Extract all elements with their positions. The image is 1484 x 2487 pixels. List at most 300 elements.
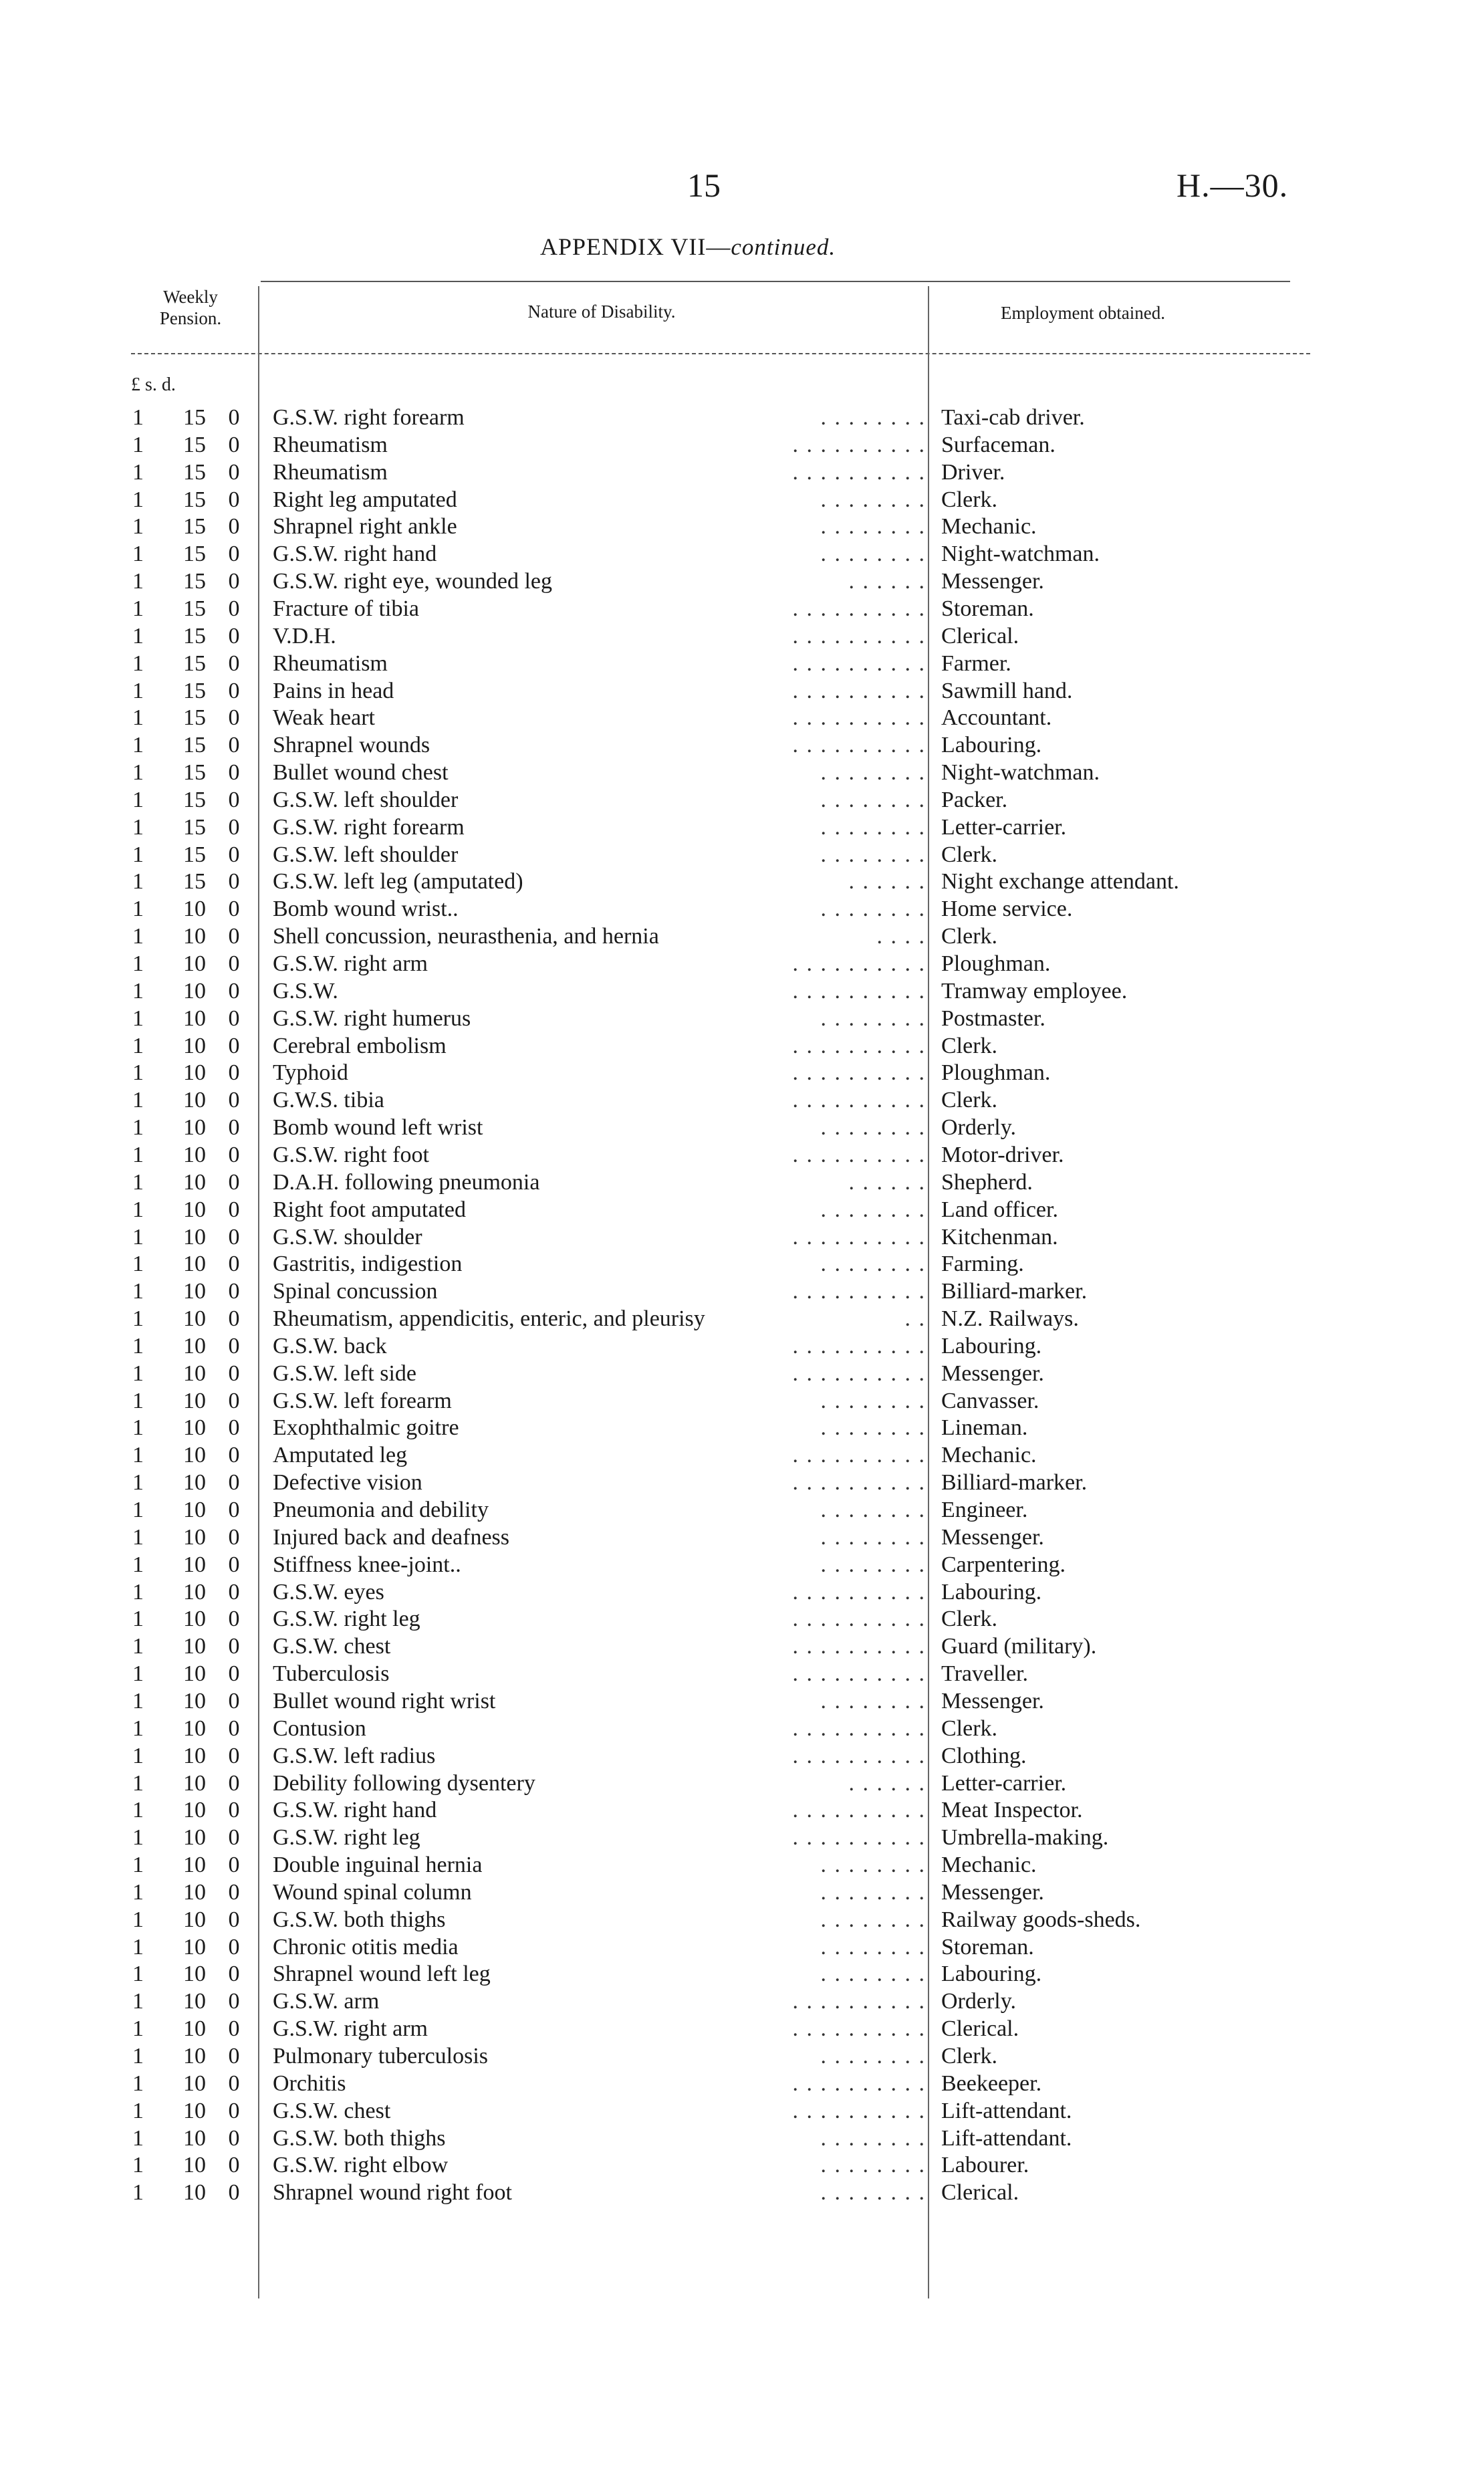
pension-pence: 0 (228, 1853, 240, 1878)
leader-dots: . . . . . . . . . . (792, 2016, 926, 2042)
pension-pounds: 1 (132, 897, 144, 922)
pension-pounds: 1 (132, 678, 144, 703)
disability: Exophthalmic goitre (273, 1415, 459, 1441)
pension-pounds: 1 (132, 1552, 144, 1577)
pension-pence: 0 (228, 814, 240, 840)
pension-pounds: 1 (132, 1907, 144, 1932)
document-reference: H.—30. (1177, 166, 1289, 204)
disability: Defective vision (273, 1470, 422, 1496)
pension-shillings: 10 (183, 1142, 206, 1167)
pension-pounds: 1 (132, 1607, 144, 1632)
pension-pounds: 1 (132, 1743, 144, 1768)
table-row (0, 1742, 1484, 1770)
table-row (0, 1851, 1484, 1879)
disability: Bullet wound right wrist (273, 1688, 496, 1713)
disability: Weak heart (273, 705, 375, 731)
disability: Typhoid (273, 1060, 348, 1086)
disability: Shrapnel wound right foot (273, 2180, 512, 2206)
appendix-title-continued: continued. (731, 234, 836, 260)
disability: G.S.W. right forearm (273, 405, 465, 430)
employment: Kitchenman. (941, 1224, 1058, 1250)
table-row (0, 1387, 1484, 1415)
leader-dots: . . . . . . (848, 1770, 926, 1796)
pension-shillings: 15 (183, 569, 206, 594)
table-row (0, 1196, 1484, 1223)
pension-pence: 0 (228, 1306, 240, 1332)
pension-shillings: 10 (183, 1579, 206, 1605)
employment: Shepherd. (941, 1169, 1033, 1195)
employment: Farming. (941, 1252, 1024, 1277)
pension-shillings: 10 (183, 1060, 206, 1086)
leader-dots: . . . . . . . . . . (792, 459, 926, 485)
disability: G.S.W. both thighs (273, 2125, 446, 2151)
table-row (0, 1879, 1484, 1906)
pension-pounds: 1 (132, 1715, 144, 1741)
employment: Messenger. (941, 569, 1044, 594)
pension-pence: 0 (228, 1224, 240, 1250)
leader-dots: . . . . . . . . (820, 1115, 926, 1141)
pension-pence: 0 (228, 596, 240, 621)
disability: G.S.W. right hand (273, 542, 437, 567)
pension-shillings: 15 (183, 705, 206, 731)
pension-pounds: 1 (132, 2180, 144, 2206)
pension-shillings: 15 (183, 623, 206, 648)
disability: Pains in head (273, 678, 394, 703)
leader-dots: . . . . . . . . (820, 1962, 926, 1987)
leader-dots: . . . . . . . . (820, 1415, 926, 1441)
table-row (0, 1960, 1484, 1988)
pension-pence: 0 (228, 1607, 240, 1632)
pension-shillings: 10 (183, 2070, 206, 2096)
leader-dots: . . . . . . . . (820, 1197, 926, 1222)
leader-dots: . . . . . . . . (820, 897, 926, 922)
leader-dots: . . . . . . . . . . (792, 978, 926, 1003)
table-row (0, 1824, 1484, 1851)
table-row (0, 1906, 1484, 1933)
pension-shillings: 10 (183, 1798, 206, 1823)
leader-dots: . . . . . . . . . . (792, 678, 926, 703)
pension-shillings: 10 (183, 897, 206, 922)
table-row (0, 1633, 1484, 1660)
pension-shillings: 15 (183, 814, 206, 840)
pension-shillings: 15 (183, 650, 206, 676)
disability: G.S.W. left shoulder (273, 787, 459, 812)
pension-shillings: 15 (183, 405, 206, 430)
employment: Driver. (941, 459, 1005, 485)
employment: Tramway employee. (941, 978, 1128, 1003)
employment: Letter-carrier. (941, 814, 1067, 840)
leader-dots: . . . . . . . . . . (792, 1224, 926, 1250)
pension-shillings: 10 (183, 1197, 206, 1222)
pension-pounds: 1 (132, 1688, 144, 1713)
pension-shillings: 15 (183, 733, 206, 758)
employment: Letter-carrier. (941, 1770, 1067, 1796)
pension-pence: 0 (228, 951, 240, 976)
pension-pence: 0 (228, 1415, 240, 1441)
pension-shillings: 15 (183, 432, 206, 457)
pension-shillings: 15 (183, 514, 206, 540)
leader-dots: . . . . . . . . (820, 405, 926, 430)
table-row (0, 1169, 1484, 1196)
leader-dots: . . . . . . . . . . (792, 2098, 926, 2123)
leader-dots: . . . . . . . . (820, 842, 926, 867)
pension-pence: 0 (228, 2044, 240, 2068)
pension-pounds: 1 (132, 1470, 144, 1496)
leader-dots: . . . . . . . . (820, 1388, 926, 1413)
table-row (0, 868, 1484, 895)
pension-shillings: 10 (183, 1743, 206, 1768)
disability: G.S.W. shoulder (273, 1224, 422, 1250)
disability: G.S.W. right leg (273, 1825, 420, 1851)
pension-pence: 0 (228, 650, 240, 676)
employment: Labourer. (941, 2153, 1029, 2178)
employment: Clerk. (941, 487, 998, 512)
pension-shillings: 10 (183, 1962, 206, 1987)
pension-pence: 0 (228, 2070, 240, 2096)
pension-pounds: 1 (132, 569, 144, 594)
pension-pounds: 1 (132, 1169, 144, 1195)
table-row (0, 950, 1484, 977)
pension-pence: 0 (228, 2098, 240, 2123)
table-row (0, 1414, 1484, 1441)
leader-dots: . . . . . . . . . . (792, 1607, 926, 1632)
pension-pounds: 1 (132, 1060, 144, 1086)
employment: Storeman. (941, 1934, 1034, 1960)
leader-dots: . . . . . . . . . . (792, 1661, 926, 1687)
pension-pounds: 1 (132, 1524, 144, 1550)
employment: Postmaster. (941, 1005, 1045, 1031)
leader-dots: . . . . . . . . (820, 814, 926, 840)
pension-pounds: 1 (132, 1634, 144, 1659)
pension-pounds: 1 (132, 1197, 144, 1222)
pension-pence: 0 (228, 733, 240, 758)
table-row (0, 1141, 1484, 1169)
employment: Billiard-marker. (941, 1279, 1088, 1304)
employment: Mechanic. (941, 1853, 1037, 1878)
table-row (0, 1278, 1484, 1305)
table-row (0, 431, 1484, 459)
employment: Meat Inspector. (941, 1798, 1083, 1823)
leader-dots: . . . . . . . . . . (792, 1333, 926, 1358)
leader-dots: . . . . . . . . (820, 1005, 926, 1031)
pension-pence: 0 (228, 1197, 240, 1222)
disability: G.S.W. back (273, 1333, 387, 1358)
leader-dots: . . . . . . . . . . (792, 1088, 926, 1113)
disability: Right foot amputated (273, 1197, 466, 1222)
employment: Home service. (941, 897, 1073, 922)
table-row (0, 2125, 1484, 2152)
disability: Rheumatism (273, 432, 388, 457)
table-row (0, 622, 1484, 650)
leader-dots: . . . . . . . . . . (792, 1060, 926, 1086)
table-row (0, 1441, 1484, 1469)
pension-pounds: 1 (132, 459, 144, 485)
disability: G.S.W. (273, 978, 338, 1003)
disability: Tuberculosis (273, 1661, 390, 1687)
pension-pounds: 1 (132, 1879, 144, 1905)
table-row (0, 1250, 1484, 1278)
pension-shillings: 15 (183, 542, 206, 567)
table-row (0, 1496, 1484, 1524)
disability: G.S.W. right humerus (273, 1005, 471, 1031)
table-row (0, 1933, 1484, 1961)
disability: G.S.W. right elbow (273, 2153, 449, 2178)
table-row (0, 759, 1484, 786)
employment: Ploughman. (941, 951, 1051, 976)
pension-shillings: 10 (183, 2180, 206, 2206)
leader-dots: . . . . . . . . (820, 1498, 926, 1522)
leader-dots: . . . . . . . . (820, 2044, 926, 2068)
pension-pence: 0 (228, 1360, 240, 1386)
table-row (0, 1988, 1484, 2015)
pension-shillings: 10 (183, 2153, 206, 2178)
leader-dots: . . . . . . . . . . (792, 1470, 926, 1496)
pension-pounds: 1 (132, 869, 144, 895)
disability: Shrapnel right ankle (273, 514, 457, 540)
pension-pounds: 1 (132, 1770, 144, 1796)
column-header-pension: Weekly Pension. (159, 287, 222, 328)
leader-dots: . . . . . . . . . . (792, 1989, 926, 2014)
table-row (0, 977, 1484, 1005)
pension-pence: 0 (228, 1115, 240, 1141)
appendix-title-main: APPENDIX VII— (540, 233, 731, 260)
employment: Labouring. (941, 1333, 1042, 1358)
disability: Orchitis (273, 2070, 346, 2096)
disability: Amputated leg (273, 1443, 408, 1468)
pension-shillings: 10 (183, 2044, 206, 2068)
pension-pence: 0 (228, 1088, 240, 1113)
pension-pounds: 1 (132, 733, 144, 758)
pension-shillings: 10 (183, 1634, 206, 1659)
pension-pence: 0 (228, 1798, 240, 1823)
pension-shillings: 10 (183, 1388, 206, 1413)
leader-dots: . . . . . . . . . . (792, 2070, 926, 2096)
table-row (0, 1715, 1484, 1742)
leader-dots: . . . . . . . . . . (792, 733, 926, 758)
pension-pence: 0 (228, 924, 240, 949)
pension-pence: 0 (228, 569, 240, 594)
table-row (0, 895, 1484, 923)
employment: Clerk. (941, 1607, 998, 1632)
pension-pounds: 1 (132, 1934, 144, 1960)
pension-shillings: 10 (183, 1333, 206, 1358)
table-row (0, 1770, 1484, 1797)
leader-dots: . . . . . . (848, 869, 926, 895)
employment: Ploughman. (941, 1060, 1051, 1086)
employment: Night-watchman. (941, 760, 1100, 786)
disability: Bomb wound left wrist (273, 1115, 483, 1141)
leader-dots: . . . . . . . . . . (792, 1743, 926, 1768)
pension-pounds: 1 (132, 1279, 144, 1304)
pension-shillings: 10 (183, 1661, 206, 1687)
pension-shillings: 10 (183, 1360, 206, 1386)
disability: G.S.W. right forearm (273, 814, 465, 840)
disability: Bullet wound chest (273, 760, 449, 786)
pension-pence: 0 (228, 869, 240, 895)
pension-shillings: 10 (183, 1224, 206, 1250)
disability: Shrapnel wounds (273, 733, 430, 758)
employment: Clerical. (941, 2180, 1019, 2206)
pension-pounds: 1 (132, 1033, 144, 1058)
leader-dots: . . . . . . (848, 569, 926, 594)
pension-pence: 0 (228, 1688, 240, 1713)
employment: Taxi-cab driver. (941, 405, 1085, 430)
pension-pence: 0 (228, 1715, 240, 1741)
disability: Fracture of tibia (273, 596, 420, 621)
pension-shillings: 10 (183, 1306, 206, 1332)
pension-shillings: 15 (183, 842, 206, 867)
employment: Clothing. (941, 1743, 1027, 1768)
pension-shillings: 10 (183, 1552, 206, 1577)
pension-shillings: 15 (183, 760, 206, 786)
table-row (0, 731, 1484, 759)
leader-dots: . . . . . . . . (820, 787, 926, 812)
disability: G.S.W. right leg (273, 1607, 420, 1632)
pension-shillings: 10 (183, 1825, 206, 1851)
pension-pence: 0 (228, 1907, 240, 1932)
pension-pence: 0 (228, 1989, 240, 2014)
disability: G.S.W. right arm (273, 951, 428, 976)
pension-pounds: 1 (132, 1088, 144, 1113)
employment: Orderly. (941, 1989, 1017, 2014)
employment: Umbrella-making. (941, 1825, 1109, 1851)
pension-pounds: 1 (132, 1443, 144, 1468)
disability: V.D.H. (273, 623, 336, 648)
disability: G.S.W. right arm (273, 2016, 428, 2042)
disability: G.S.W. eyes (273, 1579, 384, 1605)
table-row (0, 786, 1484, 814)
pension-pounds: 1 (132, 1415, 144, 1441)
disability: Shrapnel wound left leg (273, 1962, 491, 1987)
table-row (0, 2179, 1484, 2206)
pension-pence: 0 (228, 978, 240, 1003)
table-row (0, 1032, 1484, 1060)
pension-pounds: 1 (132, 978, 144, 1003)
employment: Engineer. (941, 1498, 1028, 1522)
employment: Messenger. (941, 1360, 1044, 1386)
table-row (0, 1605, 1484, 1633)
pension-pounds: 1 (132, 623, 144, 648)
employment: Storeman. (941, 596, 1034, 621)
pension-pence: 0 (228, 2153, 240, 2178)
pension-pence: 0 (228, 1169, 240, 1195)
employment: Labouring. (941, 733, 1042, 758)
pension-pounds: 1 (132, 1224, 144, 1250)
pension-pounds: 1 (132, 596, 144, 621)
pension-pounds: 1 (132, 951, 144, 976)
leader-dots: . . . . . . . . (820, 1552, 926, 1577)
disability: Wound spinal column (273, 1879, 472, 1905)
leader-dots: . . . . . . . . . . (792, 1579, 926, 1605)
pension-pence: 0 (228, 2016, 240, 2042)
pension-pence: 0 (228, 705, 240, 731)
disability: G.W.S. tibia (273, 1088, 384, 1113)
table-row (0, 513, 1484, 540)
table-row (0, 1114, 1484, 1141)
employment: Labouring. (941, 1579, 1042, 1605)
disability: G.S.W. left leg (amputated) (273, 869, 523, 895)
disability: Chronic otitis media (273, 1934, 459, 1960)
pension-shillings: 10 (183, 1607, 206, 1632)
table-row (0, 2151, 1484, 2179)
disability: Double inguinal hernia (273, 1853, 483, 1878)
pension-pounds: 1 (132, 1798, 144, 1823)
pension-shillings: 10 (183, 1470, 206, 1496)
leader-dots: . . . . . . . . (820, 1934, 926, 1960)
disability: Stiffness knee-joint.. (273, 1552, 461, 1577)
pension-pounds: 1 (132, 1661, 144, 1687)
leader-dots: . . . . (876, 924, 926, 949)
employment: Farmer. (941, 650, 1011, 676)
employment: Land officer. (941, 1197, 1058, 1222)
header-top-rule (261, 281, 1290, 282)
disability: G.S.W. chest (273, 2098, 391, 2123)
pension-pence: 0 (228, 1333, 240, 1358)
employment: Clerk. (941, 2044, 998, 2068)
pension-pence: 0 (228, 1552, 240, 1577)
disability: G.S.W. right hand (273, 1798, 437, 1823)
pension-pence: 0 (228, 842, 240, 867)
pension-pounds: 1 (132, 2044, 144, 2068)
disability: Right leg amputated (273, 487, 457, 512)
leader-dots: . . . . . . . . (820, 2153, 926, 2178)
leader-dots: . . . . . . . . . . (792, 705, 926, 731)
pension-shillings: 10 (183, 1934, 206, 1960)
page-number: 15 (687, 166, 721, 204)
employment: Lineman. (941, 1415, 1028, 1441)
table-row (0, 2070, 1484, 2097)
leader-dots: . . . . . . . . (820, 760, 926, 786)
pension-shillings: 10 (183, 2098, 206, 2123)
disability: Cerebral embolism (273, 1033, 447, 1058)
employment: Surfaceman. (941, 432, 1056, 457)
leader-dots: . . . . . . . . . . (792, 1033, 926, 1058)
table-row (0, 595, 1484, 622)
pension-shillings: 10 (183, 1688, 206, 1713)
employment: Packer. (941, 787, 1008, 812)
leader-dots: . . . . . . . . (820, 2125, 926, 2151)
disability: Pulmonary tuberculosis (273, 2044, 489, 2068)
table-row (0, 1578, 1484, 1606)
pension-shillings: 10 (183, 1715, 206, 1741)
employment: Clerical. (941, 2016, 1019, 2042)
disability: Rheumatism, appendicitis, enteric, and pleurisy (273, 1306, 705, 1332)
pension-shillings: 10 (183, 1989, 206, 2014)
employment: Labouring. (941, 1962, 1042, 1987)
pension-shillings: 10 (183, 1770, 206, 1796)
disability: G.S.W. left shoulder (273, 842, 459, 867)
disability: G.S.W. chest (273, 1634, 391, 1659)
pension-pounds: 1 (132, 1579, 144, 1605)
table-row (0, 568, 1484, 595)
pension-pence: 0 (228, 1661, 240, 1687)
pension-shillings: 10 (183, 2125, 206, 2151)
pension-pence: 0 (228, 1524, 240, 1550)
pension-pence: 0 (228, 1443, 240, 1468)
disability: Pneumonia and debility (273, 1498, 489, 1522)
pension-pounds: 1 (132, 705, 144, 731)
pension-pounds: 1 (132, 1360, 144, 1386)
table-row (0, 1687, 1484, 1715)
pension-pounds: 1 (132, 1306, 144, 1332)
table-row (0, 841, 1484, 868)
pension-shillings: 10 (183, 1252, 206, 1277)
pension-pence: 0 (228, 760, 240, 786)
table-row (0, 677, 1484, 705)
leader-dots: . . . . . . . . . . (792, 1634, 926, 1659)
pension-shillings: 10 (183, 1524, 206, 1550)
pension-pence: 0 (228, 678, 240, 703)
